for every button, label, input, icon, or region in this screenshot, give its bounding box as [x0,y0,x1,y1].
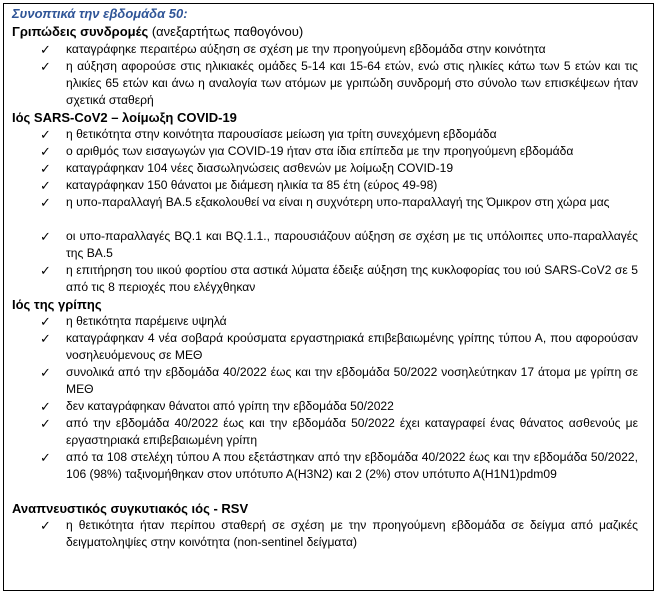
list-item-text: η επιτήρηση του ιικού φορτίου στα αστικά λύματα έδειξε αύξηση της κυκλοφορίας του ιού SARS-CoV2 σε 5 από τις 8 περιοχές που ελέγχθηκαν [66,263,638,294]
checkmark-icon: ✓ [40,450,51,465]
checkmark-icon: ✓ [40,263,51,278]
list-item-text: δεν καταγράφηκαν θάνατοι από γρίπη την εβδομάδα 50/2022 [66,399,394,413]
checkmark-icon: ✓ [40,178,51,193]
section-heading-influenza [12,296,102,313]
section-heading-ili [12,23,303,40]
checkmark-icon: ✓ [40,331,51,346]
checkmark-icon: ✓ [40,144,51,159]
checkmark-icon: ✓ [40,59,51,74]
checkmark-icon: ✓ [40,416,51,431]
heading-normal: (ανεξαρτήτως παθογόνου) [148,24,304,39]
checkmark-icon: ✓ [40,195,51,210]
checkmark-icon: ✓ [40,42,51,57]
heading-bold: Ιός της γρίπης [12,297,102,312]
heading-bold: Γριπώδεις συνδρομές [12,24,149,39]
checkmark-icon: ✓ [40,518,51,533]
list-item-text: η θετικότητα στην κοινότητα παρουσίασε μείωση για τρίτη συνεχόμενη εβδομάδα [66,127,497,141]
list-item-text: η θετικότητα ήταν περίπου σταθερή σε σχέση με την προηγούμενη εβδομάδα σε δείγμα από μαζικές δειγματοληψίες στην κοινότητα (non-sentinel δείγματα) [66,518,638,549]
list-item-text: η υπο-παραλλαγή BA.5 εξακολουθεί να είναι η συχνότερη υπο-παραλλαγή της Όμικρον στη χώρα μας [66,195,610,209]
list-item-text: καταγράφηκαν 150 θάνατοι με διάμεση ηλικία τα 85 έτη (εύρος 49-98) [66,178,438,192]
list-item-text: από την εβδομάδα 40/2022 έως και την εβδομάδα 50/2022 έχει καταγραφεί ένας θάνατος ασθενούς με εργαστηριακά επιβεβαιωμένη γρίπη [66,416,638,447]
checkmark-icon: ✓ [40,399,51,414]
list-item-text: οι υπο-παραλλαγές BQ.1 και BQ.1.1., παρουσιάζουν αύξηση σε σχέση με τις υπόλοιπες υπο-παραλλαγές της BA.5 [66,229,638,260]
list-item-text: η αύξηση αφορούσε στις ηλικιακές ομάδες 5-14 και 15-64 ετών, ενώ στις ηλικίες κάτω των 5 ετών και τις ηλικίες 65 ετών και άνω η αναλογία των ατόμων με γριπώδη συνδρομή στο σύνολο των επισκέψεων ήταν σχετικά σταθερή [66,59,638,107]
list-item-text: η θετικότητα παρέμεινε υψηλά [66,314,227,328]
checkmark-icon: ✓ [40,314,51,329]
section-heading-rsv [12,500,248,517]
list-item-text: καταγράφηκε περαιτέρω αύξηση σε σχέση με την προηγούμενη εβδομάδα στην κοινότητα [66,42,546,56]
heading-bold: Αναπνευστικός συγκυτιακός ιός - RSV [12,501,249,516]
list-item-text: ο αριθμός των εισαγωγών για COVID-19 ήταν στα ίδια επίπεδα με την προηγούμενη εβδομάδα [66,144,574,158]
checkmark-icon: ✓ [40,127,51,142]
list-item-text: καταγράφηκαν 104 νέες διασωληνώσεις ασθενών με λοίμωξη COVID-19 [66,161,454,175]
section-heading-covid [12,109,237,126]
summary-title: Συνοπτικά την εβδομάδα 50: [12,6,188,21]
list-item-text: συνολικά από την εβδομάδα 40/2022 έως και την εβδομάδα 50/2022 νοσηλεύτηκαν 17 άτομα με γρίπη σε ΜΕΘ [66,365,638,396]
checkmark-icon: ✓ [40,365,51,380]
checkmark-icon: ✓ [40,229,51,244]
checkmark-icon: ✓ [40,161,51,176]
list-item-text: από τα 108 στελέχη τύπου Α που εξετάστηκαν από την εβδομάδα 40/2022 έως και την εβδομάδα 50/2022, 106 (98%) ταξινομήθηκαν στον υπότυπο Α(H3N2) και 2 (2%) στον υπότυπο Α(H1N1)pdm09 [66,450,638,481]
list-item-text: καταγράφηκαν 4 νέα σοβαρά κρούσματα εργαστηριακά επιβεβαιωμένης γρίπης τύπου Α, που αφορούσαν νοσηλευόμενους σε ΜΕΘ [66,331,638,362]
heading-bold: Ιός SARS-CoV2 – λοίμωξη COVID-19 [12,110,237,125]
